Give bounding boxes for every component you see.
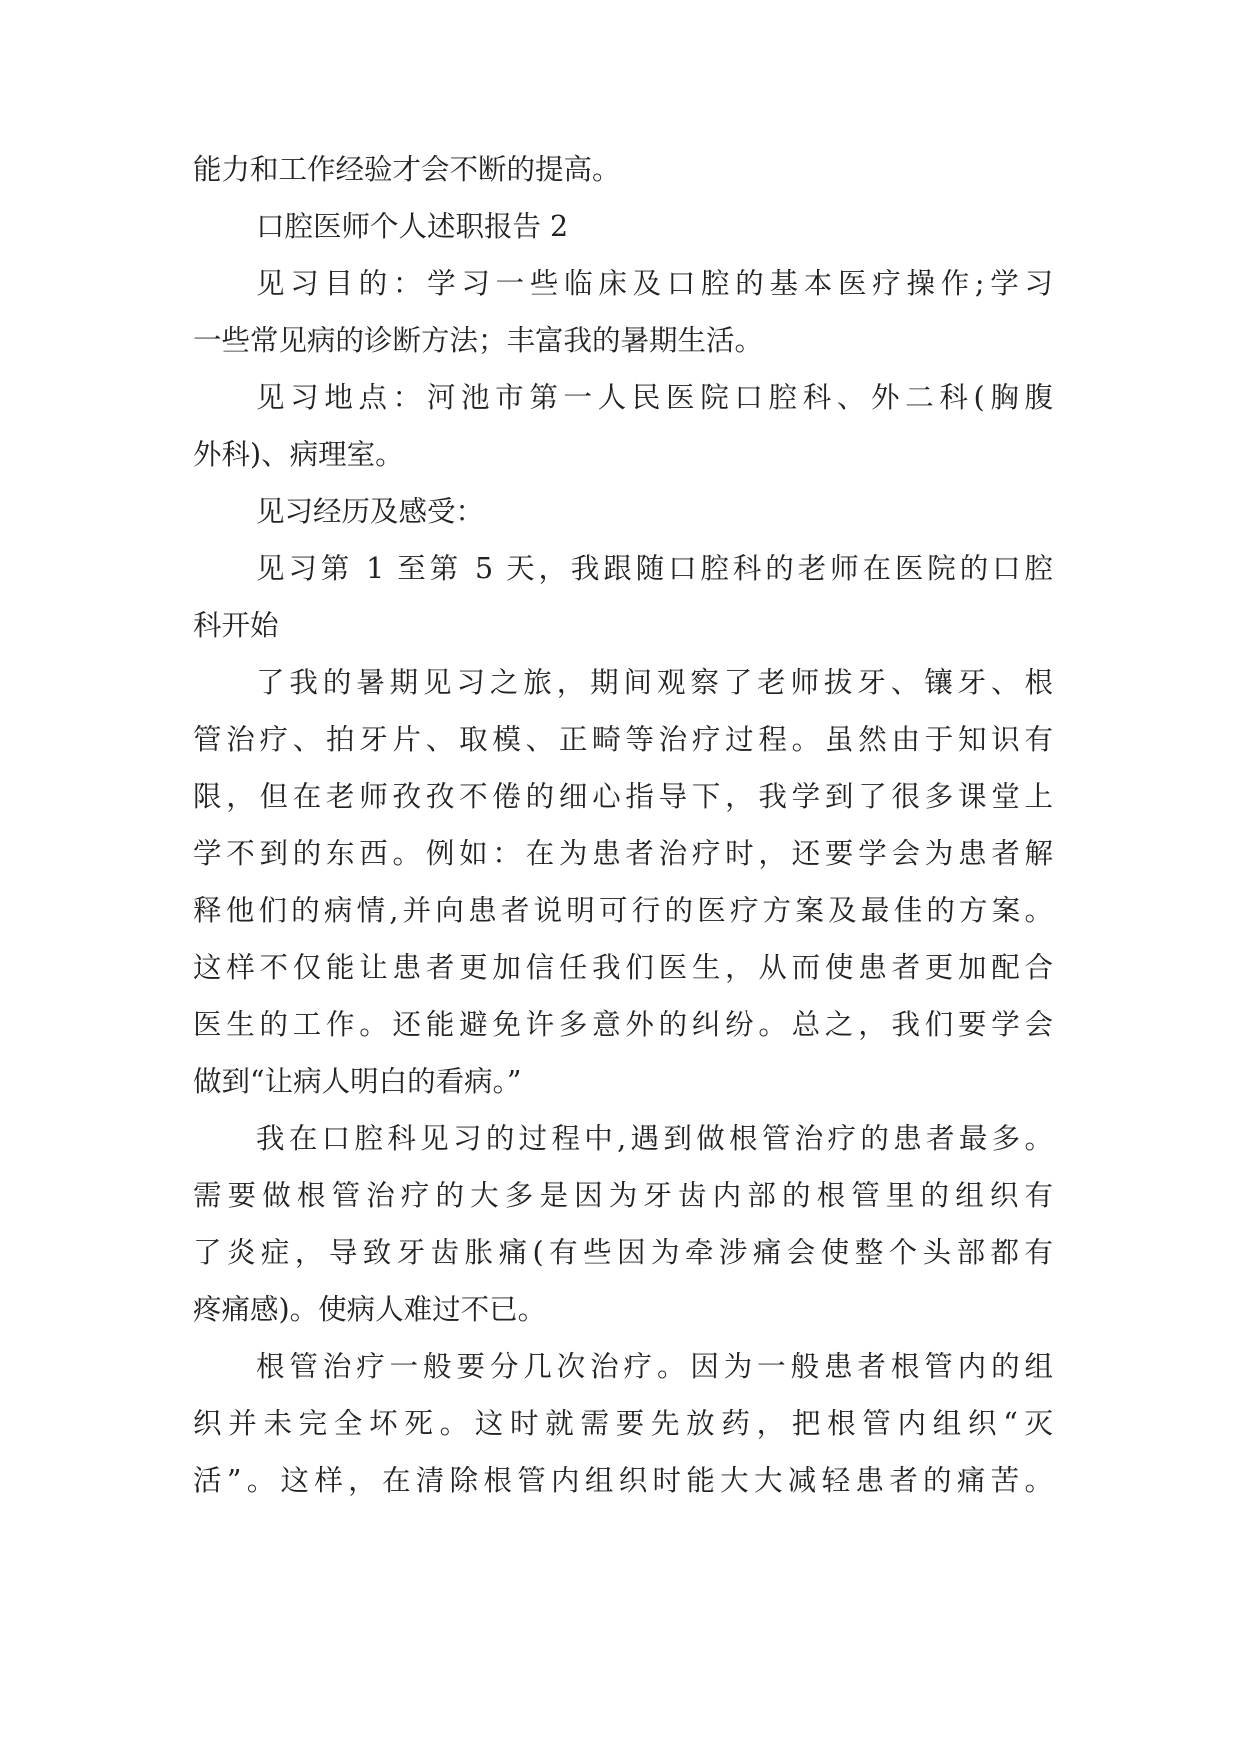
section-heading: 口腔医师个人述职报告 2 [256, 210, 569, 243]
text-line: 了我的暑期见习之旅，期间观察了老师拔牙、镶牙、根 [256, 666, 1053, 699]
text-line: 管治疗、拍牙片、取模、正畸等治疗过程。虽然由于知识有 [193, 723, 1053, 756]
text-line: 学不到的东西。例如：在为患者治疗时，还要学会为患者解 [193, 837, 1053, 870]
text-line: 疼痛感)。使病人难过不已。 [193, 1293, 547, 1326]
text-line: 见习目的：学习一些临床及口腔的基本医疗操作;学习 [256, 267, 1053, 300]
text-line: 织并未完全坏死。这时就需要先放药，把根管内组织“灭 [193, 1407, 1053, 1440]
text-line: 能力和工作经验才会不断的提高。 [193, 153, 621, 186]
text-line: 我在口腔科见习的过程中,遇到做根管治疗的患者最多。 [256, 1122, 1053, 1155]
text-line: 限，但在老师孜孜不倦的细心指导下，我学到了很多课堂上 [193, 780, 1053, 813]
text-line: 做到“让病人明白的看病。” [193, 1065, 522, 1098]
text-line: 见习地点：河池市第一人民医院口腔科、外二科(胸腹 [256, 381, 1053, 414]
text-line: 这样不仅能让患者更加信任我们医生，从而使患者更加配合 [193, 951, 1053, 984]
text-line: 见习第 1 至第 5 天，我跟随口腔科的老师在医院的口腔 [256, 552, 1053, 585]
text-line: 科开始 [193, 609, 279, 642]
text-line: 活”。这样，在清除根管内组织时能大大减轻患者的痛苦。 [193, 1464, 1053, 1497]
text-line: 需要做根管治疗的大多是因为牙齿内部的根管里的组织有 [193, 1179, 1053, 1212]
text-line: 释他们的病情,并向患者说明可行的医疗方案及最佳的方案。 [193, 894, 1053, 927]
text-line: 一些常见病的诊断方法；丰富我的暑期生活。 [193, 324, 764, 357]
text-line: 根管治疗一般要分几次治疗。因为一般患者根管内的组 [256, 1350, 1053, 1383]
text-line: 外科)、病理室。 [193, 438, 404, 471]
text-line: 了炎症，导致牙齿胀痛(有些因为牵涉痛会使整个头部都有 [193, 1236, 1053, 1269]
text-line: 医生的工作。还能避免许多意外的纠纷。总之，我们要学会 [193, 1008, 1053, 1041]
text-line: 见习经历及感受： [256, 495, 485, 528]
